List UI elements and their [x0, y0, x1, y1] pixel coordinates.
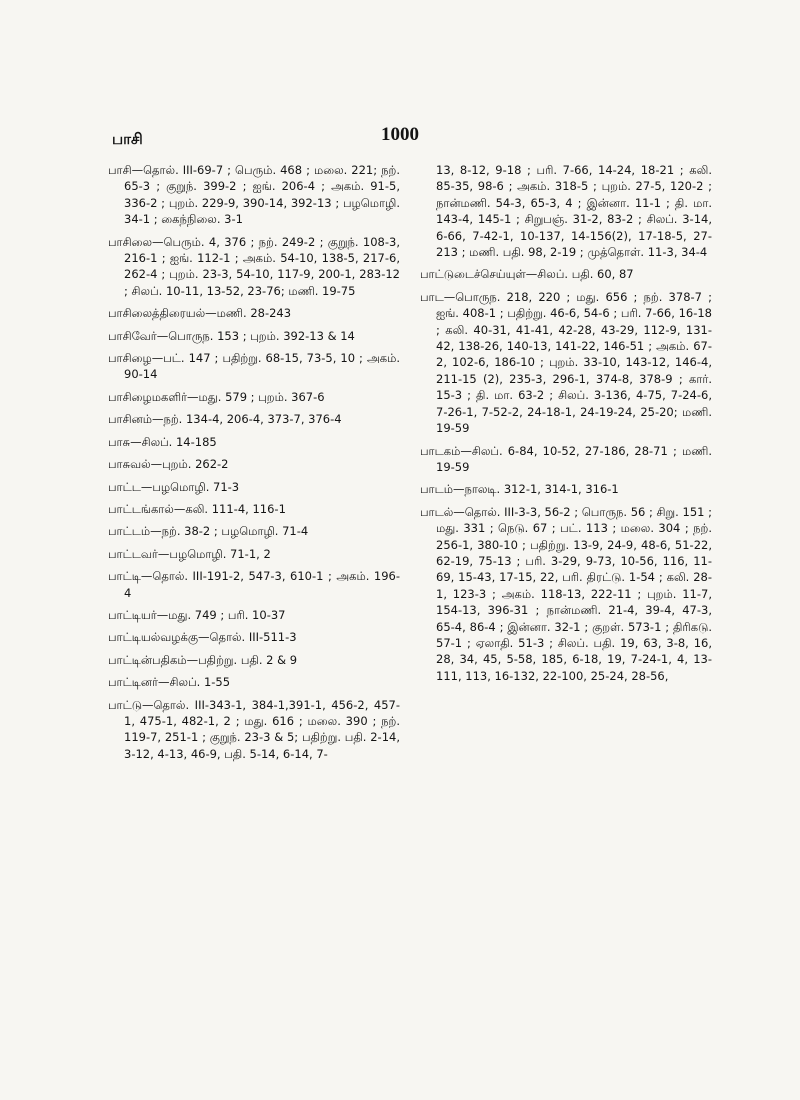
index-entry: பாசு—சிலப். 14-185	[108, 434, 217, 449]
index-entry: பாட்டம்—நற். 38-2 ; பழமொழி. 71-4	[108, 524, 309, 539]
index-entry: பாசிலை—பெரும். 4, 376 ; நற். 249-2 ; குறுந். 108-3, 216-1 ; ஐங். 112-1 ; அகம். 54-10, 138-5, 217-6, 262-4 ; புறம். 23-3, 54-10, 117-9, 200-1, 283-12 ; சிலப். 10-11, 13-52, 23-76; மணி. 19-75	[108, 234, 400, 298]
index-entry: பாட—பொருந. 218, 220 ; மது. 656 ; நற். 378-7 ; ஐங். 408-1 ; பதிற்று. 46-6, 54-6 ; பரி. 7-66, 16-18 ; கலி. 40-31, 41-41, 42-28, 43-29, 112-9, 131-42, 138-26, 140-13, 141-22, 146-51 ; அகம். 67-2, 102-6, 186-10 ; புறம். 33-10, 143-12, 146-4, 211-15 (2), 235-3, 296-1, 374-8, 378-9 ; கார். 15-3 ; தி. மா. 63-2 ; சிலப். 3-136, 4-75, 7-24-6, 7-26-1, 7-52-2, 24-18-1, 24-19-24, 25-20; மணி. 19-59	[420, 289, 712, 436]
index-entry: பாட்டி—தொல். III-191-2, 547-3, 610-1 ; அகம். 196-4	[108, 569, 400, 600]
running-head: பாசி	[112, 130, 143, 148]
page-number: 1000	[381, 124, 419, 145]
index-entry: பாசிவேர்—பொருந. 153 ; புறம். 392-13 & 14	[108, 328, 355, 343]
index-entry: பாட்டின்பதிகம்—பதிற்று. பதி. 2 & 9	[108, 652, 298, 667]
left-column	[108, 162, 400, 768]
index-entry: பாசிலைத்திரையல்—மணி. 28-243	[108, 306, 292, 321]
index-entry: பாடல்—தொல். III-3-3, 56-2 ; பொருந. 56 ; சிறு. 151 ; மது. 331 ; நெடு. 67 ; பட். 113 ; மலை. 304 ; நற். 256-1, 380-10 ; பதிற்று. 13-9, 24-9, 48-6, 51-22, 62-19, 75-13 ; பரி. 3-29, 9-73, 10-56, 116, 11-69, 15-43, 17-15, 22, பரி. திரட்டு. 1-54 ; கலி. 28-1, 123-3 ; அகம். 118-13, 222-11 ; புறம். 11-7, 154-13, 396-31 ; நான்மணி. 21-4, 39-4, 47-3, 65-4, 86-4 ; இன்னா. 32-1 ; குறள். 573-1 ; திரிகடு. 57-1 ; ஏலாதி. 51-3 ; சிலப். பதி. 19, 63, 3-8, 16, 28, 34, 45, 5-58, 185, 6-18, 19, 7-24-1, 4, 13-111, 113, 16-132, 22-100, 25-24, 28-56,	[420, 504, 712, 683]
index-entry: பாசிழை—பட். 147 ; பதிற்று. 68-15, 73-5, 10 ; அகம். 90-14	[108, 351, 400, 382]
index-entry: பாசிழைமகளிர்—மது. 579 ; புறம். 367-6	[108, 389, 325, 404]
index-entry: பாசுவல்—புறம். 262-2	[108, 457, 229, 472]
index-entry: பாட்டினர்—சிலப். 1-55	[108, 675, 231, 690]
index-entry: பாட்டியல்வழக்கு—தொல். III-511-3	[108, 630, 297, 645]
index-entry: பாடகம்—சிலப். 6-84, 10-52, 27-186, 28-71 ; மணி. 19-59	[420, 443, 712, 474]
index-entry-continued: 13, 8-12, 9-18 ; பரி. 7-66, 14-24, 18-21 ; கலி. 85-35, 98-6 ; அகம். 318-5 ; புறம். 27-5, 120-2 ; நான்மணி. 54-3, 65-3, 4 ; இன்னா. 11-1 ; தி. மா. 143-4, 145-1 ; சிறுபஞ். 31-2, 83-2 ; சிலப். 3-14, 6-66, 7-42-1, 10-137, 14-156(2), 17-18-5, 27-213 ; மணி. பதி. 98, 2-19 ; முத்தொள். 11-3, 34-4	[436, 163, 712, 260]
index-entry: பாடம்—நாலடி. 312-1, 314-1, 316-1	[420, 482, 619, 497]
index-entry: பாட்டுடைச்செய்யுள்—சிலப். பதி. 60, 87	[420, 267, 634, 282]
right-column	[420, 162, 712, 690]
index-entry: பாட்டியர்—மது. 749 ; பரி. 10-37	[108, 607, 286, 622]
index-entry: பாசி—தொல். III-69-7 ; பெரும். 468 ; மலை. 221; நற். 65-3 ; குறுந். 399-2 ; ஐங். 206-4 ; அகம். 91-5, 336-2 ; புறம். 229-9, 390-14, 392-13 ; பழமொழி. 34-1 ; கைந்நிலை. 3-1	[108, 163, 400, 227]
index-entry: பாசினம்—நற். 134-4, 206-4, 373-7, 376-4	[108, 412, 342, 427]
index-entry: பாட்டவர்—பழமொழி. 71-1, 2	[108, 546, 271, 561]
index-entry: பாட்டு—தொல். III-343-1, 384-1,391-1, 456-2, 457-1, 475-1, 482-1, 2 ; மது. 616 ; மலை. 390 ; நற். 119-7, 251-1 ; குறுந். 23-3 & 5; பதிற்று. பதி. 2-14, 3-12, 4-13, 46-9, பதி. 5-14, 6-14, 7-	[108, 697, 400, 761]
index-entry: பாட்டங்கால்—கலி. 111-4, 116-1	[108, 501, 286, 516]
index-entry: பாட்ட—பழமொழி. 71-3	[108, 479, 240, 494]
